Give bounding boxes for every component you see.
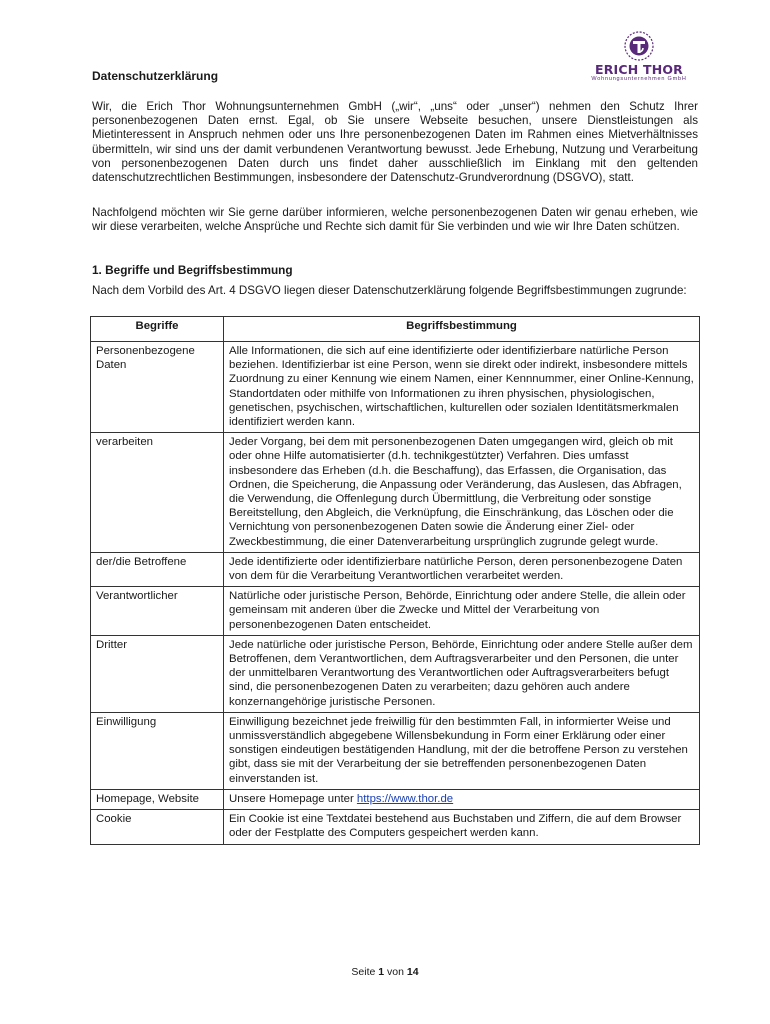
header-definitions: Begriffsbestimmung (224, 317, 700, 342)
table-row (91, 342, 700, 433)
definition-text: Unsere Homepage unter (229, 792, 357, 805)
logo-name: ERICH THOR (594, 62, 684, 77)
intro-paragraph-2: Nachfolgend möchten wir Sie gerne darüber informieren, welche personenbezogenen Daten wir genau erheben, wie wir diese verarbeiten, welche Ansprüche und Rechte sich damit für Sie verbinden und wie wir Ihre Daten schützen. (92, 206, 698, 234)
table-row (91, 712, 700, 789)
definition-cell: Jeder Vorgang, bei dem mit personenbezogenen Daten umgegangen wird, gleich ob mit oder ohne Hilfe automatisierter (d.h. technikgestützter) Verfahren. Dies umfasst insbesondere das Erheben (d.h. die Beschaffung), das Erfassen, die Organisation, das Ordnen, die Speicherung, die Anpassung oder Veränderung, das Auslesen, das Abfragen, die Verwendung, die Offenlegung durch Übermittlung, die Verbreitung oder sonstige Bereitstellung, den Abgleich, die Verknüpfung, die Einschränkung, das Löschen oder die Vernichtung von personenbezogenen Daten sowie die Änderung einer Ziel- oder Zweckbestimmung, die einer Datenverarbeitung ursprünglich zugrunde gelegt wurde. (224, 433, 700, 553)
company-logo (584, 30, 694, 86)
term-cell: der/die Betroffene (91, 552, 224, 586)
definition-cell: Jede natürliche oder juristische Person, Behörde, Einrichtung oder andere Stelle außer dem Betroffenen, dem Verantwortlichen, dem Auftragsverarbeiter und den Personen, die unter der unmittelbaren Verantwortung des Verantwortlichen oder Auftragsverarbeiters befugt sind, die personenbezogenen Daten zu verarbeiten; dazu gehören auch andere konzernangehörige juristische Personen. (224, 635, 700, 712)
table-row (91, 810, 700, 844)
current-page-number: 1 (378, 966, 385, 978)
term-cell: Einwilligung (91, 712, 224, 789)
section-heading: 1. Begriffe und Begriffsbestimmung (92, 263, 293, 277)
definitions-table (90, 316, 700, 845)
definition-cell: Alle Informationen, die sich auf eine identifizierte oder identifizierbare natürliche Person beziehen. Identifizierbar ist eine Person, wenn sie direkt oder indirekt, insbesondere mittels Zuordnung zu einer Kennung wie einem Namen, einer Kennnummer, einer Online-Kennung, Standortdaten oder mithilfe von Informationen zu ihren physischen, physiologischen, genetischen, psychischen, wirtschaftlichen, kulturellen oder sozialen Identitätsmerkmalen identifiziert werden kann. (224, 342, 700, 433)
term-cell: Personenbezogene Daten (91, 342, 224, 433)
section-intro: Nach dem Vorbild des Art. 4 DSGVO liegen dieser Datenschutzerklärung folgende Begriffsbestimmungen zugrunde: (92, 284, 687, 297)
document-title: Datenschutzerklärung (92, 69, 219, 83)
header-terms: Begriffe (91, 317, 224, 342)
term-cell: verarbeiten (91, 433, 224, 553)
term-cell: Verantwortlicher (91, 587, 224, 636)
table-header-row (91, 317, 700, 342)
definition-cell: Natürliche oder juristische Person, Behörde, Einrichtung oder andere Stelle, die allein oder gemeinsam mit anderen über die Zwecke und Mittel der Verarbeitung von personenbezogenen Daten entscheidet. (224, 587, 700, 636)
term-cell: Cookie (91, 810, 224, 844)
total-pages-number: 14 (406, 966, 419, 978)
definition-cell: Jede identifizierte oder identifizierbare natürliche Person, deren personenbezogene Daten von dem für die Verarbeitung Verantwortlichen verarbeitet werden. (224, 552, 700, 586)
logo-subtitle: Wohnungsunternehmen GmbH (591, 76, 687, 82)
of-label: von (387, 966, 404, 978)
definition-cell (224, 789, 700, 809)
term-cell: Homepage, Website (91, 789, 224, 809)
term-cell: Dritter (91, 635, 224, 712)
table-row (91, 635, 700, 712)
table-row (91, 587, 700, 636)
homepage-link[interactable]: https://www.thor.de (356, 792, 454, 805)
table-row (91, 789, 700, 809)
table-row (91, 433, 700, 553)
intro-paragraph: Wir, die Erich Thor Wohnungsunternehmen GmbH („wir“, „uns“ oder „unser“) nehmen den Schutz Ihrer personenbezogenen Daten ernst. Egal, ob Sie unsere Webseite besuchen, unsere Dienstleistungen als Mietinteressent in Anspruch nehmen oder uns Ihre personenbezogenen Daten im Rahmen eines Mietverhältnisses übermitteln, wir sind uns der damit verbundenen Verantwortung bewusst. Jede Erhebung, Nutzung und Verarbeitung von personenbezogenen Daten durch uns findet daher ausschließlich im Einklang mit den geltenden datenschutzrechtlichen Bestimmungen, insbesondere der Datenschutz-Grundverordnung (DSGVO), statt. (92, 100, 698, 185)
page-footer (0, 966, 770, 978)
page-label: Seite (351, 966, 376, 978)
definition-cell: Ein Cookie ist eine Textdatei bestehend aus Buchstaben und Ziffern, die auf dem Browser oder der Festplatte des Computers gespeichert werden kann. (224, 810, 700, 844)
thor-logo-icon (621, 30, 657, 62)
table-row (91, 552, 700, 586)
definition-cell: Einwilligung bezeichnet jede freiwillig für den bestimmten Fall, in informierter Weise und unmissverständlich abgegebene Willensbekundung in Form einer Erklärung oder einer sonstigen eindeutigen bestätigenden Handlung, mit der die betroffene Person zu verstehen gibt, dass sie mit der Verarbeitung der sie betreffenden personenbezogenen Daten einverstanden ist. (224, 712, 700, 789)
